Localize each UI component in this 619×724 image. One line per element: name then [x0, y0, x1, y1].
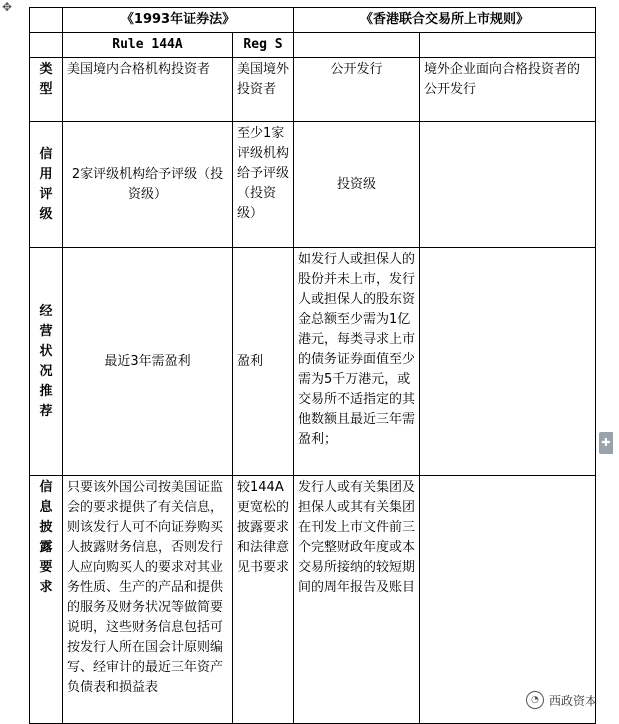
table-cell: 较144A更宽松的披露要求和法律意见书要求: [233, 476, 294, 724]
table-cell: 盈利: [233, 248, 294, 476]
table-cell: 如发行人或担保人的股份并未上市，发行人或担保人的股东资金总额至少需为1亿港元，每类寻求上市的债务证券面值至少需为5千万港元，或交易所不适指定的其他数额且最近三年需盈利；: [294, 248, 420, 476]
table-row: [30, 248, 596, 476]
table-cell: 公开发行: [294, 58, 420, 122]
table-cell: 2家评级机构给予评级（投资级）: [63, 122, 233, 248]
table-cell: 美国境内合格机构投资者: [63, 58, 233, 122]
table-cell: 只要该外国公司按美国证监会的要求提供了有关信息，则该发行人可不向证券购买人披露财务信息，否则发行人应向购买人的要求对其业务性质、生产的产品和提供的服务及财务状况等做简要说明，这些财务信息包括可按发行人所在国会计原则编写、经审计的最近三年资产负债表和损益表: [63, 476, 233, 724]
regs-header: Reg S: [233, 33, 294, 58]
law-1993-header: 《1993年证券法》: [63, 8, 294, 33]
row-label: 经 营 状 况 推 荐: [30, 248, 63, 476]
watermark-text: 西政资本: [548, 693, 597, 708]
empty-sub-cell-2: [420, 33, 596, 58]
watermark: [526, 691, 597, 709]
row-label: 信 息 披 露 要 求: [30, 476, 63, 724]
table-cell: 最近3年需盈利: [63, 248, 233, 476]
row-label: 类 型: [30, 58, 63, 122]
table-cell: [420, 122, 596, 248]
hk-rules-header: 《香港联合交易所上市规则》: [294, 8, 596, 33]
corner-cell-2: [30, 33, 63, 58]
table-cell: 发行人或有关集团及担保人或其有关集团在刊发上市文件前三个完整财政年度或本交易所接纳的较短期间的周年报告及账目: [294, 476, 420, 724]
table-row: [30, 476, 596, 724]
plus-icon[interactable]: ✚: [599, 432, 613, 454]
rule144a-header: Rule 144A: [63, 33, 233, 58]
header-row: [30, 8, 596, 33]
empty-sub-cell-1: [294, 33, 420, 58]
table-cell: [420, 476, 596, 724]
table-row: [30, 122, 596, 248]
table-cell: 至少1家评级机构给予评级（投资级）: [233, 122, 294, 248]
table-cell: 美国境外投资者: [233, 58, 294, 122]
wechat-icon: ◔: [526, 691, 544, 709]
table-cell: 境外企业面向合格投资者的公开发行: [420, 58, 596, 122]
row-label: 信 用 评 级: [30, 122, 63, 248]
table-cell: [420, 248, 596, 476]
table-row: [30, 58, 596, 122]
corner-cell: [30, 8, 63, 33]
move-handle-icon[interactable]: ✥: [1, 0, 13, 14]
subheader-row: [30, 33, 596, 58]
table-cell: 投资级: [294, 122, 420, 248]
comparison-table: [29, 7, 596, 724]
